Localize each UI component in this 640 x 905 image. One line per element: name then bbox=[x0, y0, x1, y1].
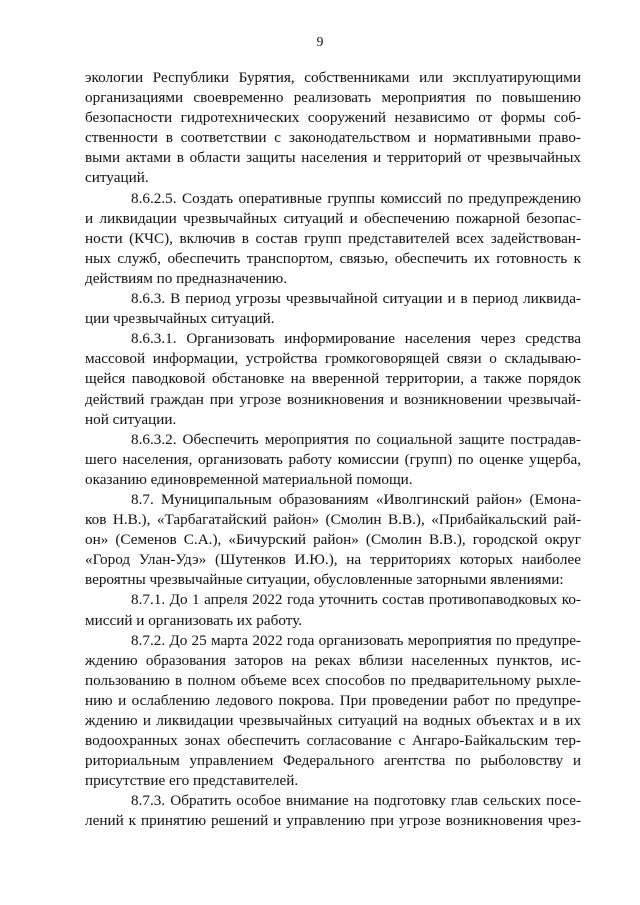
text-line: вероятны чрезвычайные ситуации, обусловленные заторными явлениями: bbox=[85, 571, 564, 589]
paragraph-8-7-2 bbox=[85, 631, 581, 792]
text-line: пользованию в полном объеме всех способов по предварительному рыхле- bbox=[85, 671, 581, 689]
paragraph-8-7-1 bbox=[85, 590, 581, 630]
text-line: нию и ослаблению ледового покрова. При проведении работ по предупре- bbox=[85, 691, 581, 709]
paragraph-8-6-2-5 bbox=[85, 189, 581, 289]
text-line: ков Н.В.), «Тарбагатайский район» (Смолин В.В.), «Прибайкальский рай- bbox=[85, 511, 581, 529]
text-line: ной ситуации. bbox=[85, 410, 177, 428]
text-line: оказанию единовременной материальной помощи. bbox=[85, 470, 413, 488]
text-line: ных служб, обеспечить транспортом, связью, обеспечить их готовность к bbox=[85, 249, 581, 267]
text-line: безопасности гидротехнических сооружений независимо от формы соб- bbox=[85, 109, 581, 127]
text-line: 8.6.2.5. Создать оперативные группы комиссий по предупреждению bbox=[131, 189, 581, 207]
paragraph-8-6-3-2 bbox=[85, 430, 581, 490]
text-line: 8.7.3. Обратить особое внимание на подготовку глав сельских посе- bbox=[131, 792, 581, 810]
text-line: лений к принятию решений и управлению при угрозе возникновения чрез- bbox=[85, 812, 581, 830]
text-line: ждению образования заторов на реках вблизи населенных пунктов, ис- bbox=[85, 651, 581, 669]
text-line: массовой информации, устройства громкоговорящей связи о складываю- bbox=[85, 350, 581, 368]
paragraph-8-6-3 bbox=[85, 289, 581, 329]
text-line: выми актами в области защиты населения и территорий от чрезвычайных bbox=[85, 149, 581, 167]
paragraph-8-6-3-1 bbox=[85, 329, 581, 429]
text-line: ждению и ликвидации чрезвычайных ситуаций на водных объектах и в их bbox=[85, 712, 581, 729]
text-line: «Город Улан-Удэ» (Шутенков И.Ю.), на территориях которых наиболее bbox=[85, 551, 581, 569]
paragraph-8-7-3 bbox=[85, 791, 581, 831]
text-line: 8.7. Муниципальным образованиям «Иволгинский район» (Емона- bbox=[131, 490, 581, 508]
document-body bbox=[85, 68, 581, 832]
paragraph bbox=[85, 68, 581, 189]
text-line: экологии Республики Бурятия, собственниками или эксплуатирующими bbox=[85, 69, 581, 86]
text-line: действий граждан при угрозе возникновения и возникновении чрезвычай- bbox=[85, 390, 581, 408]
text-line: 8.6.3.2. Обеспечить мероприятия по социальной защите пострадав- bbox=[131, 430, 581, 448]
text-line: водоохранных зонах обеспечить согласование с Ангаро-Байкальским тер- bbox=[85, 732, 581, 750]
text-line: щейся паводковой обстановке на вверенной территории, а также порядок bbox=[85, 370, 581, 388]
text-line: присутствие его представителей. bbox=[85, 772, 299, 790]
text-line: шего населения, организовать работу комиссии (групп) по оценке ущерба, bbox=[85, 450, 581, 468]
page-number: 9 bbox=[316, 34, 324, 49]
text-line: миссий и организовать их работу. bbox=[85, 611, 303, 629]
paragraph-8-7 bbox=[85, 490, 581, 590]
text-line: он» (Семенов С.А.), «Бичурский район» (Смолин В.В.), городской округ bbox=[85, 531, 581, 549]
text-line: риториальным управлением Федерального агентства по рыболовству и bbox=[85, 752, 581, 770]
text-line: 8.7.2. До 25 марта 2022 года организовать мероприятия по предупре- bbox=[131, 631, 581, 649]
text-line: ции чрезвычайных ситуаций. bbox=[85, 310, 275, 328]
text-line: ности (КЧС), включив в состав групп представителей всех задействован- bbox=[85, 229, 581, 247]
text-line: 8.6.3.1. Организовать информирование населения через средства bbox=[131, 330, 581, 348]
text-line: и ликвидации чрезвычайных ситуаций и обеспечению пожарной безопас- bbox=[85, 209, 581, 227]
text-line: ственности в соответствии с законодательством и нормативными право- bbox=[85, 129, 581, 147]
text-line: ситуаций. bbox=[85, 169, 149, 187]
text-line: действиям по предназначению. bbox=[85, 269, 288, 287]
text-line: 8.7.1. До 1 апреля 2022 года уточнить состав противопаводковых ко- bbox=[131, 591, 581, 609]
text-line: 8.6.3. В период угрозы чрезвычайной ситуации и в период ликвида- bbox=[131, 290, 581, 308]
text-line: организациями своевременно реализовать мероприятия по повышению bbox=[85, 89, 581, 107]
